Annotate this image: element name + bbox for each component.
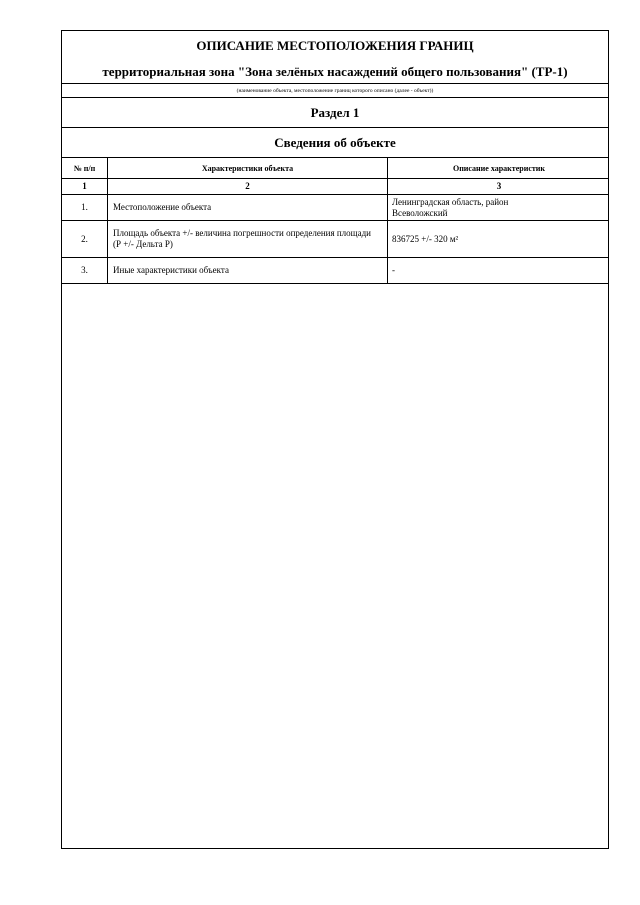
column-number-3: 3 — [496, 181, 502, 191]
row-number: 2. — [62, 221, 108, 257]
object-note: (наименование объекта, местоположение границ которого описано (далее - объект)) — [62, 84, 608, 98]
table-row — [62, 221, 608, 258]
zone-name: территориальная зона "Зона зелёных насаждений общего пользования" (ТР-1) — [62, 60, 608, 84]
row-description: - — [392, 265, 395, 275]
table-header-row — [62, 158, 608, 179]
row-number: 1. — [62, 195, 108, 220]
column-number-1: 1 — [62, 179, 108, 194]
header-number: № п/п — [62, 158, 108, 178]
table-row — [62, 258, 608, 284]
object-info-heading: Сведения об объекте — [62, 128, 608, 158]
row-characteristic: Местоположение объекта — [108, 195, 388, 220]
column-number-row — [62, 179, 608, 195]
row-characteristic: Площадь объекта +/- величина погрешности определения площади (Р +/- Дельта Р) — [108, 221, 388, 257]
column-number-2: 2 — [108, 179, 388, 194]
table-row — [62, 195, 608, 221]
row-number: 3. — [62, 258, 108, 283]
row-characteristic: Иные характеристики объекта — [108, 258, 388, 283]
section-heading: Раздел 1 — [62, 98, 608, 128]
row-description: 836725 +/- 320 м² — [392, 233, 459, 244]
document-frame — [61, 30, 609, 849]
document-title: ОПИСАНИЕ МЕСТОПОЛОЖЕНИЯ ГРАНИЦ — [196, 37, 474, 53]
header-characteristic: Характеристики объекта — [108, 158, 388, 178]
row-description: Ленинградская область, район Всеволожский — [392, 196, 509, 218]
header-description: Описание характеристик — [452, 163, 546, 173]
